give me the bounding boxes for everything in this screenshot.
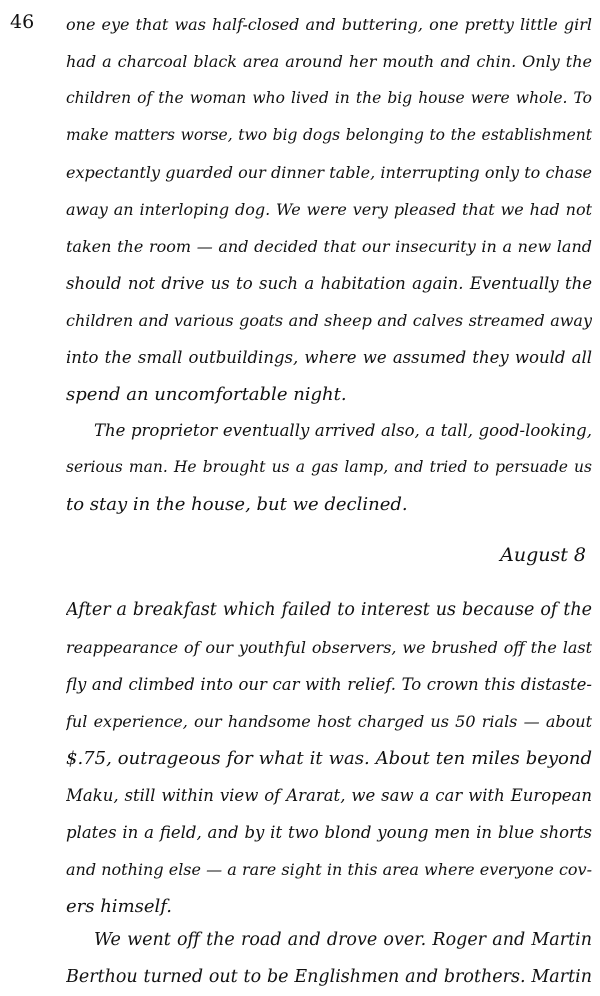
text-line: We went off the road and drove over. Roger and Martin: [94, 930, 592, 950]
page-number: 46: [10, 11, 35, 33]
text-line: had a charcoal black area around her mouth and chin. Only the: [66, 52, 592, 71]
text-line: After a breakfast which failed to interest us because of the: [66, 600, 592, 620]
paragraph-2: [66, 412, 592, 523]
text-line: to stay in the house, but we declined.: [66, 494, 408, 515]
text-line: serious man. He brought us a gas lamp, and tried to persuade us: [66, 458, 592, 476]
text-line: make matters worse, two big dogs belonging to the establishment: [66, 126, 592, 144]
paragraph-3: [66, 592, 592, 925]
text-line: plates in a field, and by it two blond young men in blue shorts: [66, 823, 592, 842]
text-line: taken the room — and decided that our insecurity in a new land: [66, 237, 592, 256]
text-line: Maku, still within view of Ararat, we saw a car with European: [66, 786, 592, 805]
text-line: one eye that was half-closed and buttering, one pretty little girl: [66, 15, 592, 34]
paragraph-4: [66, 922, 592, 996]
text-line: ful experience, our handsome host charged us 50 rials — about: [66, 712, 592, 731]
text-line: $.75, outrageous for what it was. About ten miles beyond: [66, 748, 592, 769]
text-line: fly and climbed into our car with relief. To crown this distaste-: [66, 675, 592, 694]
text-line: spend an uncomfortable night.: [66, 384, 347, 405]
text-line: children of the woman who lived in the big house were whole. To: [66, 89, 592, 107]
text-line: children and various goats and sheep and calves streamed away: [66, 311, 592, 330]
text-line: expectantly guarded our dinner table, interrupting only to chase: [66, 163, 592, 182]
text-line: ers himself.: [66, 896, 173, 917]
text-line: Berthou turned out to be Englishmen and brothers. Martin: [66, 967, 592, 987]
text-line: away an interloping dog. We were very pleased that we had not: [66, 200, 592, 219]
entry-date: August 8: [500, 544, 586, 566]
text-line: into the small outbuildings, where we assumed they would all: [66, 348, 592, 367]
paragraph-1: [66, 6, 592, 413]
text-line: and nothing else — a rare sight in this area where everyone cov-: [66, 860, 592, 879]
text-line: should not drive us to such a habitation again. Eventually the: [66, 274, 592, 293]
text-line: The proprietor eventually arrived also, a tall, good-looking,: [94, 421, 592, 440]
text-line: reappearance of our youthful observers, we brushed off the last: [66, 638, 592, 657]
